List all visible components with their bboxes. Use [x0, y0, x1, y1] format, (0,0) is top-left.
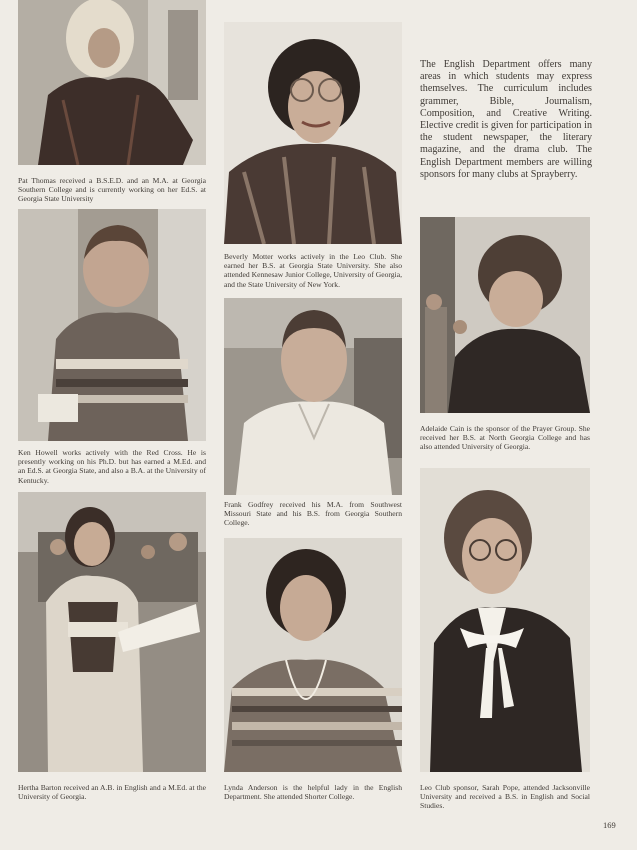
photo-sarah-pope: [420, 468, 590, 772]
caption-hertha-barton: Hertha Barton received an A.B. in English and a M.Ed. at the University of Georgia.: [18, 783, 206, 802]
photo-ken-howell: [18, 209, 206, 441]
photo-frank-godfrey: [224, 298, 402, 495]
caption-beverly-motter: Beverly Motter works actively in the Leo Club. She earned her B.S. at Georgia State University. She also attended Kennesaw Junior College, University of Georgia, and the State University of New York.: [224, 252, 402, 289]
page-number: 169: [603, 820, 616, 830]
photo-pat-thomas: [18, 0, 206, 165]
photo-hertha-barton: [18, 492, 206, 772]
caption-adelaide-cain: Adelaide Cain is the sponsor of the Prayer Group. She received her B.S. at North Georgia College and has also attended University of Georgia.: [420, 424, 590, 452]
photo-lynda-anderson: [224, 538, 402, 772]
caption-lynda-anderson: Lynda Anderson is the helpful lady in the English Department. She attended Shorter College.: [224, 783, 402, 802]
photo-beverly-motter: [224, 22, 402, 244]
caption-frank-godfrey: Frank Godfrey received his M.A. from Southwest Missouri State and his B.S. from Georgia Southern College.: [224, 500, 402, 528]
photo-adelaide-cain: [420, 217, 590, 413]
caption-pat-thomas: Pat Thomas received a B.S.E.D. and an M.A. at Georgia Southern College and is currently working on her Ed.S. at Georgia State University: [18, 176, 206, 204]
caption-ken-howell: Ken Howell works actively with the Red Cross. He is presently working on his Ph.D. but has earned a M.Ed. and an Ed.S. at Georgia State, and also a B.A. at the University of Kentucky.: [18, 448, 206, 485]
english-department-intro: The English Department offers many areas in which students may express themselves. The curriculum includes grammer, Bible, Journalism, Composition, and Creative Writing. Elective credit is given for participation in the student newspaper, the literary magazine, and the drama club. The English Department members are willing sponsors for many clubs at Sprayberry.: [420, 59, 592, 180]
caption-sarah-pope: Leo Club sponsor, Sarah Pope, attended Jacksonville University and received a B.S. in English and Social Studies.: [420, 783, 590, 811]
